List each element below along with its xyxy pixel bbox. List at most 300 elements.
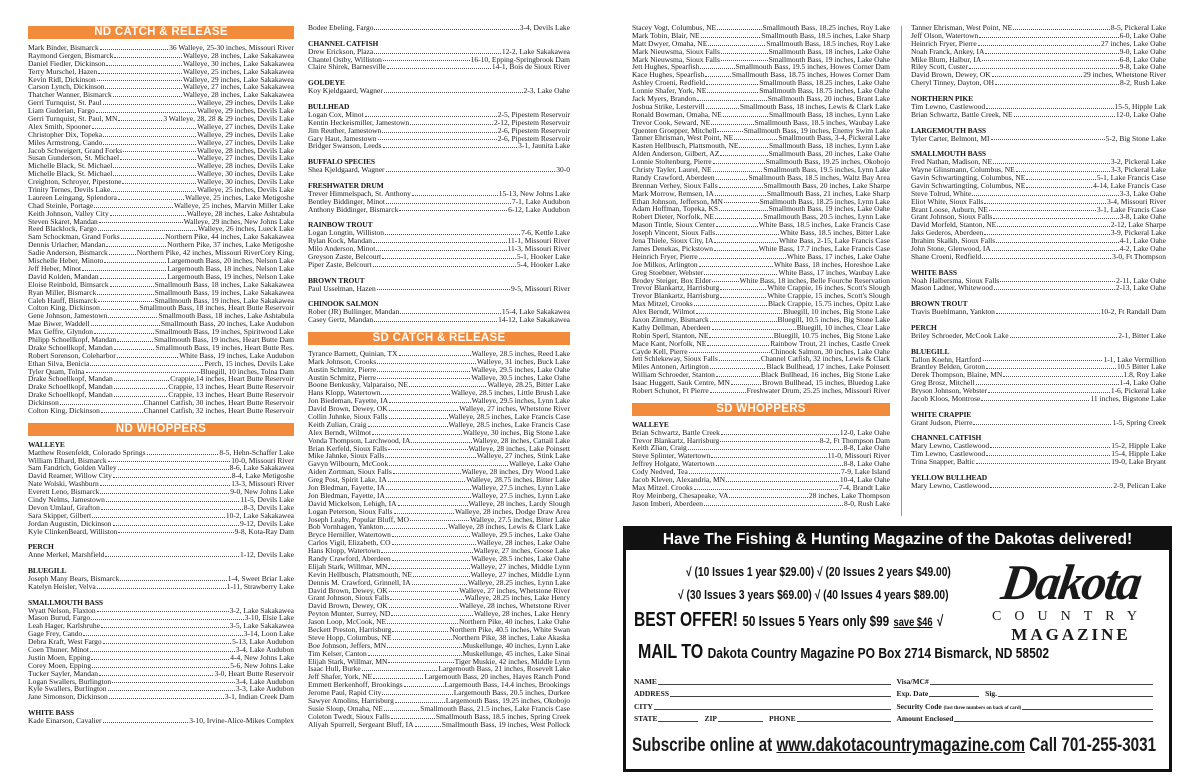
dot-leader	[696, 308, 782, 314]
dot-leader	[712, 277, 738, 283]
angler-name: Kace Hughes, Spearfish	[632, 70, 705, 80]
section-banner: SD WHOPPERS	[632, 403, 890, 416]
subscribe-prefix: Subscribe online at	[632, 735, 773, 756]
angler-name: Aiden Zortman, Sioux Falls	[308, 467, 392, 477]
angler-name: Eloise Reinbold, Bimsarck	[28, 279, 109, 289]
dot-leader	[110, 281, 154, 287]
list-item	[911, 482, 1166, 490]
exp-field[interactable]	[929, 695, 979, 697]
city-field[interactable]	[654, 708, 891, 710]
angler-name: Tanner Ehrisman, West Point, NE	[632, 133, 734, 143]
list-item	[911, 135, 1166, 143]
species-heading: CHANNEL CATFISH	[911, 433, 982, 443]
catch-detail: Smallmouth Bass, 19.25 inches, Okobojo	[765, 157, 890, 167]
security-field[interactable]	[1022, 708, 1153, 710]
angler-name: Drew Erickson, Plaza	[308, 46, 374, 56]
angler-name: Jett Hughes, Spearfish	[632, 62, 700, 72]
dot-leader	[374, 48, 501, 54]
sig-label: Sig.	[985, 689, 998, 698]
angler-name: Ethan Johnson, Jefferson, MN	[632, 196, 723, 206]
catch-detail: 2-6, Pipestem Reservoir	[497, 125, 570, 135]
nd-column	[28, 24, 294, 733]
species-heading: WHITE BASS	[911, 267, 957, 277]
angler-name: Briley Schroeder, McCook Lake	[911, 330, 1009, 340]
angler-name: Alden Anderson, Gilbert, AZ	[632, 149, 720, 159]
catch-detail: Walleye, 28 inches, Lake Poinsett	[468, 443, 570, 453]
dot-leader	[707, 340, 769, 346]
dot-leader	[714, 245, 758, 251]
angler-name: Laureen Leingang, Splendora	[28, 192, 117, 202]
dot-leader	[378, 135, 497, 141]
catch-detail: 6-0, Lake Oahe	[1119, 30, 1166, 40]
section-banner: SD CATCH & RELEASE	[308, 332, 570, 345]
angler-name: Grant Judson, Pierre	[911, 417, 973, 427]
catch-detail: White Bass, 17 inches, Lake Oahe	[786, 251, 890, 261]
dot-leader	[114, 52, 182, 58]
angler-name: Jason Imberi, Aberdeen	[632, 498, 704, 508]
angler-name: Roy Meinberg, Chesapeake, VA	[632, 490, 729, 500]
dot-leader	[392, 626, 448, 632]
dot-leader	[969, 63, 1119, 69]
angler-name: Fred Nathan, Madison, NE	[911, 157, 993, 167]
dot-leader	[988, 387, 1110, 393]
address-field[interactable]	[670, 695, 890, 697]
angler-name: Sam Schockman, Grand Forks	[28, 232, 120, 242]
angler-name: Drake Schoellkopf, Mandan	[28, 374, 113, 384]
angler-name: Kevin Hellbusch, Plattsmouth, NE	[308, 569, 412, 579]
dot-leader	[714, 237, 778, 243]
angler-name: Brant Loose, Auburn, NE	[911, 204, 988, 214]
dot-leader	[123, 147, 196, 153]
angler-name: David Brown, Dewey, OK	[911, 70, 991, 80]
list-item	[28, 551, 294, 559]
angler-name: Tim Kelser, Canton	[308, 648, 367, 658]
catch-detail: 9-0, New Johns Lake	[230, 487, 294, 497]
catch-detail: Walleye, 30.5 inches, Lake Oahe	[471, 372, 570, 382]
angler-name: Grant Johnson, Sioux Falls	[308, 593, 390, 603]
catch-detail: Walleye, 31 inches, Buck Lake	[476, 356, 570, 366]
catch-detail: 8-8, Lake Oahe	[843, 459, 890, 469]
angler-name: Boe Johnson, Jeffers, MN	[308, 640, 386, 650]
dot-leader	[106, 241, 166, 247]
catch-detail: Walleye, 27.5 inches, Lynn Lake	[471, 490, 570, 500]
list-item	[308, 261, 570, 269]
catch-detail: 5-1, Lake Francis Case	[1096, 172, 1166, 182]
angler-name: Brennan Verhey, Sioux Falls	[632, 180, 718, 190]
angler-name: Jeffrey Holgate, Watertown	[632, 459, 715, 469]
catch-detail: Walleye, 28.5 inches, Lake Oahe	[471, 554, 570, 564]
catch-detail: Black Crappie, 15.75 inches, Opitz Lake	[767, 299, 890, 309]
catch-detail: White Bass, 2-15, Lake Francis Case	[778, 236, 890, 246]
angler-name: Christopher Dix, Topeka	[28, 129, 103, 139]
catch-detail: Walleye, 29 inches, New Johns Lake	[183, 216, 294, 226]
angler-name: Mary Lewno, Castlewood	[911, 480, 990, 490]
dot-leader	[98, 68, 182, 74]
angler-name: Riley Scott, Custer	[911, 62, 968, 72]
sd-column	[632, 24, 890, 515]
dot-leader	[708, 40, 765, 46]
angler-name: Mason Ladner, Whitewood	[911, 283, 993, 293]
offer-line-2: √ (30 Issues 3 years $69.00) √ (40 Issues 4 years $89.00)	[678, 588, 949, 602]
angler-name: Joseph Leahy, Popular Bluff, MO	[308, 514, 410, 524]
entry-group	[911, 324, 1166, 340]
angler-name: David Brown, Dewey, OK	[308, 404, 388, 414]
angler-name: Steven Skaret, Mandan	[28, 216, 98, 226]
angler-name: Drake Schoellkopf, Mandan	[28, 382, 113, 392]
entry-group	[308, 277, 570, 293]
dot-leader	[720, 284, 766, 290]
angler-name: Adam Hoffman, Topeka, KS	[632, 204, 719, 214]
dot-leader	[991, 135, 1105, 141]
species-heading: SMALLMOUTH BASS	[911, 149, 986, 159]
dot-leader	[972, 190, 1118, 196]
catch-detail: Smallmouth Bass, 18 inches, Lake Ashtabula	[158, 311, 294, 321]
list-item	[308, 142, 570, 150]
catch-detail: Chinook Salmon, 30 inches, Lake Oahe	[770, 346, 890, 356]
species-heading: CHINOOK SALMON	[308, 299, 379, 309]
entry-group	[28, 709, 294, 725]
dot-leader	[689, 348, 770, 354]
catch-detail: 7-4, Brandt Lake	[838, 482, 890, 492]
angler-name: Noah Halbersma, Sioux Falls	[911, 275, 1000, 285]
dot-leader	[716, 229, 779, 235]
catch-detail: Smallmouth Bass, 19 inches, Spiritwood Lake	[155, 327, 294, 337]
dot-leader	[729, 492, 807, 498]
angler-name: Thatcher Wanner, Bismarck	[28, 90, 112, 100]
angler-name: Greg Post, Spirit Lake, IA	[308, 475, 387, 485]
dot-leader	[976, 458, 1110, 464]
angler-name: Kyle ClinkenBeard, Williston	[28, 526, 118, 536]
dot-leader	[113, 472, 231, 478]
dot-leader	[377, 358, 476, 364]
catch-detail: Walleye, 28.5 inches, Little Brush Lake	[451, 388, 570, 398]
angler-name: Trevor Blankartz, Harrisburg	[632, 435, 720, 445]
best-offer-detail: 50 Issues 5 Years only $99	[742, 613, 890, 630]
angler-name: John Stone, Glenwood, IA	[911, 243, 991, 253]
dot-leader	[99, 670, 213, 676]
dot-leader	[97, 583, 226, 589]
angler-name: Michelle Black, St. Michael	[28, 169, 113, 179]
species-heading: GOLDEYE	[308, 78, 345, 88]
angler-name: Casey Gertz, Mandan	[308, 315, 374, 325]
dot-leader	[986, 103, 1113, 109]
angler-name: Max Geffre, Glyndon	[28, 327, 94, 337]
angler-name: Dennis Urlacher, Mandan	[28, 240, 106, 250]
dot-leader	[91, 320, 160, 326]
angler-name: Sawyer Amolins, Harrisburg	[308, 696, 394, 706]
dot-leader	[705, 71, 731, 77]
species-heading: NORTHERN PIKE	[911, 94, 973, 104]
dot-leader	[976, 379, 1119, 385]
catch-detail: Northern Pike, 40 inches, Lake Oahe	[458, 617, 570, 627]
dot-leader	[91, 654, 229, 660]
dot-leader	[106, 60, 182, 66]
catch-detail: Smallmouth Bass, 19 inches, Heart Butte Dam	[154, 334, 294, 344]
dot-leader	[392, 531, 470, 537]
website-link[interactable]: www.dakotacountrymagazine.com	[776, 735, 1026, 756]
catch-detail: Walleye, 28 inches, Lake Henry	[473, 609, 570, 619]
angler-name: William Elhard, Bismarck	[28, 455, 107, 465]
angler-name: Hans Klopp, Watertown	[308, 388, 381, 398]
catch-detail: Bluegill, 10 inches, Clear Lake	[796, 322, 890, 332]
entry-group	[28, 543, 294, 559]
catch-detail: Bluegill, 10 inches, Big Stone Lake	[783, 307, 890, 317]
catch-detail: Smallmouth Bass, 18 inches, Lynn Lake	[768, 109, 890, 119]
name-field[interactable]	[658, 683, 891, 685]
angler-name: Joseph Many Bears, Bismarck	[28, 573, 120, 583]
catch-detail: 8-8, Lake Oahe	[843, 443, 890, 453]
dot-leader	[90, 646, 235, 652]
catch-detail: Walleye, 27.5 inches, Bitter Lake	[470, 514, 570, 524]
dot-leader	[713, 158, 765, 164]
dakota-country-logo	[976, 554, 1166, 647]
catch-detail: 12-0, Lake Oahe	[839, 427, 890, 437]
dot-leader	[721, 48, 768, 54]
dot-leader	[394, 508, 454, 514]
catch-detail: 3-0, Heart Butte Reservoir	[214, 668, 294, 678]
offer-line-1: √ (10 Issues 1 year $29.00) √ (20 Issues 2 years $49.00)	[686, 565, 951, 579]
angler-name: Tim Lewno, Castlewood	[911, 101, 986, 111]
catch-detail: 27 inches, Lake Oahe	[1101, 38, 1166, 48]
angler-name: Paul Usselman, Hazen	[308, 283, 376, 293]
catch-detail: 11-1, Missouri River	[507, 236, 570, 246]
angler-name: Mark Tobin, Blair, NE	[632, 30, 700, 40]
dot-leader	[120, 575, 227, 581]
catch-detail: 3-2, Lake Sakakawea	[229, 605, 294, 615]
species-heading: WALLEYE	[28, 439, 65, 449]
dot-leader	[365, 111, 497, 117]
dot-leader	[410, 119, 493, 125]
dot-leader	[386, 198, 511, 204]
dot-leader	[701, 32, 761, 38]
angler-name: Logan Cox, Minot	[308, 109, 364, 119]
catch-detail: Smallmouth Bass, 20 inches, Brant Lake	[767, 94, 890, 104]
list-item	[632, 387, 890, 395]
species-heading: BROWN TROUT	[308, 275, 365, 285]
catch-detail: Northern Pike, 37 inches, Lake Metigoshe	[167, 240, 294, 250]
catch-detail: Smallmouth Bass, 18.75 inches, Lake Oahe	[759, 86, 890, 96]
catch-detail: 3-1, Jaunita Lake	[518, 141, 570, 151]
amount-field[interactable]	[954, 720, 1153, 722]
entry-group	[308, 40, 570, 72]
angler-name: Mischelle Heber, Minoto	[28, 256, 104, 266]
catch-detail: Walleye, 27 inches, Lake Sakakawea	[182, 82, 294, 92]
dot-leader	[100, 488, 229, 494]
catch-detail: 3-10, Elsie Lake	[244, 613, 294, 623]
catch-detail: Bluegill, 10.5 inches, Big Stone Lake	[777, 314, 890, 324]
angler-name: Alex Berndt, Wilmot	[308, 427, 372, 437]
species-heading: BROWN TROUT	[911, 299, 968, 309]
angler-name: Robin Sperl, Stanton, NE	[632, 330, 709, 340]
angler-name: Shea Kjeldgaard, Wagner	[308, 165, 385, 175]
catch-detail: Smallmouth Bass, 18 inches, Lewis & Clark Lake	[739, 101, 890, 111]
angler-name: Anthony Biddinger, Bismarck	[308, 204, 399, 214]
angler-name: Jaks Gederos, Aberdeen	[911, 228, 984, 238]
list-item	[911, 308, 1166, 316]
catch-detail: 3-3, Pickeral Lake	[1110, 165, 1166, 175]
dot-leader	[706, 103, 739, 109]
catch-detail: 5-6, New Johns Lake	[230, 660, 294, 670]
list-item	[911, 395, 1166, 403]
dot-leader	[118, 528, 233, 534]
entry-group	[28, 599, 294, 702]
catch-detail: White Crappie, 16 inches, Scott's Slough	[767, 283, 890, 293]
angler-name: Claire Shirek, Barnesville	[308, 62, 386, 72]
angler-name: David Morfeld, Stanton, NE	[911, 220, 997, 230]
dot-leader	[719, 355, 760, 361]
angler-name: Jack Myers, Brandon	[632, 94, 696, 104]
catch-detail: 15-5, Hipple Lak	[1114, 101, 1166, 111]
angler-name: Mike Jahnke, Sioux Falls	[308, 451, 385, 461]
catch-detail: White Bass, 17 inches, Waubay Lake	[778, 267, 890, 277]
dot-leader	[1026, 174, 1095, 180]
catch-detail: Walleye, 28.25, Bitter Lake	[487, 380, 570, 390]
dot-leader	[103, 99, 197, 105]
catch-detail: 8-0, Rush Lake	[843, 498, 890, 508]
dot-leader	[106, 496, 239, 502]
entry-group	[308, 24, 570, 32]
angler-name: Noah Franck, Ankey, IA	[911, 46, 985, 56]
angler-name: Christy Tayler, Laurel, NE	[632, 165, 712, 175]
dot-leader	[389, 413, 448, 419]
angler-name: Greg Stoebner, Webster	[632, 267, 704, 277]
dot-leader	[710, 387, 746, 393]
dot-leader	[389, 587, 458, 593]
angler-name: Brian Schwartz, Battle Creek, NE	[911, 109, 1013, 119]
angler-name: Bentley Biddinger, Minot	[308, 196, 385, 206]
angler-name: David Brown, Dewey, OK	[308, 601, 388, 611]
entry-group	[632, 24, 890, 395]
zip-field[interactable]	[718, 720, 763, 722]
catch-detail: Walleye, 27 inches, Stink Lake	[476, 451, 570, 461]
dot-leader	[97, 76, 182, 82]
dot-leader	[700, 63, 734, 69]
subscribe-line	[632, 735, 1156, 757]
catch-detail: Walleye, 27 inches, Devils Lake	[197, 121, 294, 131]
angler-name: David Mickelson, Lehigh, IA	[308, 498, 397, 508]
angler-name: Ethan Silva, Benicia	[28, 358, 90, 368]
angler-name: Max Mitzel. Crooks	[632, 482, 693, 492]
catch-detail: 3-4, Devils Lake	[519, 23, 570, 32]
angler-name: Michelle Black, St. Michael	[28, 161, 113, 171]
dot-leader	[373, 237, 507, 243]
angler-name: Carson Lynch, Dickinson	[28, 82, 105, 92]
dot-leader	[400, 308, 501, 314]
angler-name: Logan Longtin, Williston	[308, 228, 385, 238]
dot-leader	[707, 87, 758, 93]
catch-detail: Walleye, 28 inches, Dry Wood Lake	[461, 467, 570, 477]
catch-detail: 15-2, Hipple Lake	[1111, 441, 1166, 451]
angler-name: Piper Zaste, Belcourt	[308, 259, 372, 269]
entry-group	[911, 474, 1166, 490]
angler-name: Daniel Fiedler, Dickinson	[28, 58, 106, 68]
dot-leader	[113, 162, 196, 168]
angler-name: Tim Lewno, Castlewood	[911, 449, 986, 459]
order-form	[634, 673, 1159, 723]
angler-name: Keith Johnson, Valley City	[28, 208, 109, 218]
dot-leader	[82, 265, 166, 271]
angler-name: Shane Croeni, Redfield	[911, 251, 982, 261]
dot-leader	[719, 205, 768, 211]
angler-name: Jacob Kloos, Montrose	[911, 393, 981, 403]
entry-group	[911, 127, 1166, 143]
dot-leader	[383, 142, 518, 148]
angler-name: Mark Nieuwsma, Sioux Falls	[632, 54, 720, 64]
dot-leader	[389, 397, 470, 403]
state-field[interactable]	[658, 720, 698, 722]
catch-detail: 1-12, Devils Lake	[240, 550, 294, 560]
angler-name: Steve Tolrud, White	[911, 188, 972, 198]
angler-name: Chantel Ostby, Williston	[308, 54, 382, 64]
dot-leader	[381, 547, 472, 553]
dot-leader	[109, 693, 224, 699]
phone-field[interactable]	[797, 720, 891, 722]
dot-leader	[388, 563, 469, 569]
catch-detail: 2-5, Pipestem Reservoir	[497, 109, 570, 119]
dot-leader	[110, 210, 186, 216]
angler-name: Corey Moen, Epping	[28, 660, 92, 670]
sig-field[interactable]	[998, 695, 1153, 697]
catch-detail: 10-2, Ft Randall Dam	[1100, 307, 1166, 317]
dot-leader	[1010, 332, 1118, 338]
angler-name: Mark Nieuwsma, Sioux Falls	[632, 46, 720, 56]
angler-name: Tanner Ehrisman, West Point, NE	[911, 23, 1013, 32]
angler-name: Austin Schmitz, Pierre	[308, 364, 377, 374]
dot-leader	[385, 229, 520, 235]
exp-label: Exp. Date	[896, 689, 929, 698]
angler-name: Greyson Zaste, Belcourt	[308, 251, 382, 261]
catch-detail: 5-4, Hooker Lake	[516, 259, 570, 269]
dot-leader	[984, 229, 1110, 235]
catch-detail: Walleye, 28 inches, Lewis & Clark Lake	[448, 522, 570, 532]
catch-detail: Largemouth Bass, 21 inches, Rosevelt Lake	[438, 664, 570, 674]
dot-leader	[96, 107, 196, 113]
best-offer-save: save $46	[893, 615, 933, 629]
catch-detail: Northern Pike, 44 inches, Lake Sakakawea	[165, 232, 294, 242]
address-label: ADDRESS	[634, 689, 670, 698]
catch-detail: 11-3, Missouri River	[507, 244, 570, 254]
dot-leader	[362, 665, 438, 671]
angler-name: Liam Guderian, Fargo	[28, 106, 95, 116]
angler-name: Bodee Ebeling, Fargo	[308, 23, 374, 32]
dot-leader	[114, 344, 155, 350]
dot-leader	[992, 245, 1119, 251]
catch-detail: 15-4, Hipple Lake	[1111, 449, 1166, 459]
dot-leader	[985, 48, 1118, 54]
dot-leader	[694, 300, 767, 306]
catch-detail: Walleye, 27 inches, Devils Lake	[197, 153, 294, 163]
visa-field[interactable]	[930, 683, 1153, 685]
dot-leader	[117, 336, 153, 342]
dot-leader	[381, 389, 450, 395]
dot-leader	[384, 705, 419, 711]
dot-leader	[704, 269, 777, 275]
angler-name: David Kolden, Mandan	[28, 271, 99, 281]
dot-leader	[97, 289, 153, 295]
catch-detail: Smallmouth Bass, 19 inches, Lake Oahe	[768, 204, 890, 214]
dot-leader	[391, 713, 435, 719]
entry-group	[911, 150, 1166, 260]
dot-leader	[387, 63, 491, 69]
catch-detail: Smallmouth Bass, 21 inches, Lake Sharp	[766, 188, 890, 198]
entry-group	[308, 221, 570, 268]
list-item	[911, 419, 1166, 427]
angler-name: Miles Antonen, Arlington	[632, 362, 709, 372]
angler-name: Aliyah Spurrell, Sergeant Bluff, IA	[308, 719, 414, 729]
angler-name: Jeff Shafer, York, NE	[308, 672, 373, 682]
catch-detail: 13-3, Missouri River	[231, 479, 294, 489]
angler-name: Vonda Thompson, Larchwood, IA	[308, 435, 411, 445]
